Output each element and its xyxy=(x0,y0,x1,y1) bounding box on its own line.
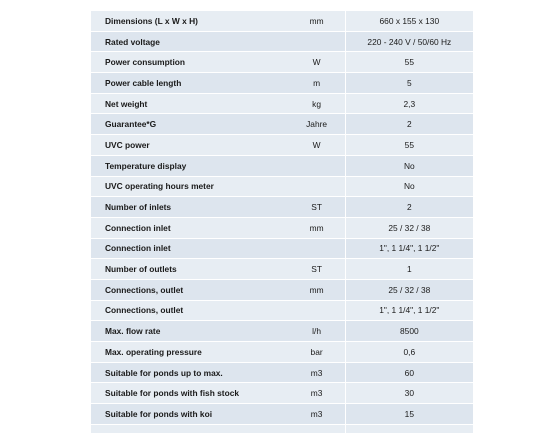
spec-value: 25 / 32 / 38 xyxy=(345,279,473,300)
spec-unit: mm xyxy=(289,217,346,238)
spec-unit: W xyxy=(289,135,346,156)
spec-row xyxy=(91,279,473,300)
spec-value: 2 xyxy=(345,197,473,218)
spec-label-empty xyxy=(91,424,289,433)
spec-unit: l/h xyxy=(289,321,346,342)
spec-unit-empty xyxy=(289,424,346,433)
spec-value: 2,3 xyxy=(345,93,473,114)
spec-unit: m3 xyxy=(289,383,346,404)
spec-row xyxy=(91,321,473,342)
spec-value: 60 xyxy=(345,362,473,383)
spec-unit: mm xyxy=(289,279,346,300)
spec-value: 660 x 155 x 130 xyxy=(345,11,473,31)
spec-unit xyxy=(289,238,346,259)
spec-unit xyxy=(289,300,346,321)
spec-row xyxy=(91,300,473,321)
spec-row xyxy=(91,342,473,363)
spec-unit xyxy=(289,155,346,176)
spec-value-empty xyxy=(345,424,473,433)
spec-unit: kg xyxy=(289,93,346,114)
spec-unit: ST xyxy=(289,259,346,280)
spec-row xyxy=(91,11,473,31)
spec-value: 8500 xyxy=(345,321,473,342)
spec-label: Number of outlets xyxy=(91,259,289,280)
spec-label: Max. operating pressure xyxy=(91,342,289,363)
spec-value: 25 / 32 / 38 xyxy=(345,217,473,238)
spec-unit: mm xyxy=(289,11,346,31)
spec-value: 5 xyxy=(345,73,473,94)
spec-row xyxy=(91,73,473,94)
spec-value: 220 - 240 V / 50/60 Hz xyxy=(345,31,473,52)
spec-label: Connections, outlet xyxy=(91,279,289,300)
spec-label: Guarantee*G xyxy=(91,114,289,135)
spec-row xyxy=(91,31,473,52)
spec-unit: bar xyxy=(289,342,346,363)
spec-table xyxy=(91,11,473,433)
spec-label: Connection inlet xyxy=(91,217,289,238)
spec-unit: W xyxy=(289,52,346,73)
spec-label: Connections, outlet xyxy=(91,300,289,321)
spec-value: No xyxy=(345,176,473,197)
spec-row xyxy=(91,93,473,114)
spec-label: UVC operating hours meter xyxy=(91,176,289,197)
spec-label: Dimensions (L x W x H) xyxy=(91,11,289,31)
spec-row xyxy=(91,259,473,280)
spec-value: 2 xyxy=(345,114,473,135)
spec-label: Net weight xyxy=(91,93,289,114)
spec-row xyxy=(91,238,473,259)
spec-row xyxy=(91,114,473,135)
spec-row xyxy=(91,362,473,383)
spec-unit: m xyxy=(289,73,346,94)
spec-label: Connection inlet xyxy=(91,238,289,259)
spec-label: Max. flow rate xyxy=(91,321,289,342)
spec-unit: Jahre xyxy=(289,114,346,135)
spec-value: 1", 1 1/4", 1 1/2" xyxy=(345,238,473,259)
spec-value: 30 xyxy=(345,383,473,404)
spec-label: Temperature display xyxy=(91,155,289,176)
spec-row xyxy=(91,176,473,197)
spec-value: 1 xyxy=(345,259,473,280)
spec-label: Rated voltage xyxy=(91,31,289,52)
spec-value: 55 xyxy=(345,135,473,156)
spec-label: UVC power xyxy=(91,135,289,156)
spec-value: 55 xyxy=(345,52,473,73)
spec-value: 15 xyxy=(345,404,473,425)
spec-row xyxy=(91,197,473,218)
spec-label: Power consumption xyxy=(91,52,289,73)
spec-label: Power cable length xyxy=(91,73,289,94)
spec-row xyxy=(91,155,473,176)
spec-unit: ST xyxy=(289,197,346,218)
spec-unit: m3 xyxy=(289,404,346,425)
spec-label: Number of inlets xyxy=(91,197,289,218)
spec-label: Suitable for ponds with fish stock xyxy=(91,383,289,404)
spec-row xyxy=(91,404,473,425)
spec-unit xyxy=(289,31,346,52)
spec-value: 0,6 xyxy=(345,342,473,363)
spec-row xyxy=(91,217,473,238)
spec-label: Suitable for ponds up to max. xyxy=(91,362,289,383)
spec-row-cut-off xyxy=(91,424,473,433)
spec-label: Suitable for ponds with koi xyxy=(91,404,289,425)
spec-value: No xyxy=(345,155,473,176)
spec-row xyxy=(91,383,473,404)
spec-row xyxy=(91,52,473,73)
spec-table-body xyxy=(91,11,473,433)
spec-value: 1", 1 1/4", 1 1/2" xyxy=(345,300,473,321)
spec-row xyxy=(91,135,473,156)
spec-unit: m3 xyxy=(289,362,346,383)
spec-unit xyxy=(289,176,346,197)
